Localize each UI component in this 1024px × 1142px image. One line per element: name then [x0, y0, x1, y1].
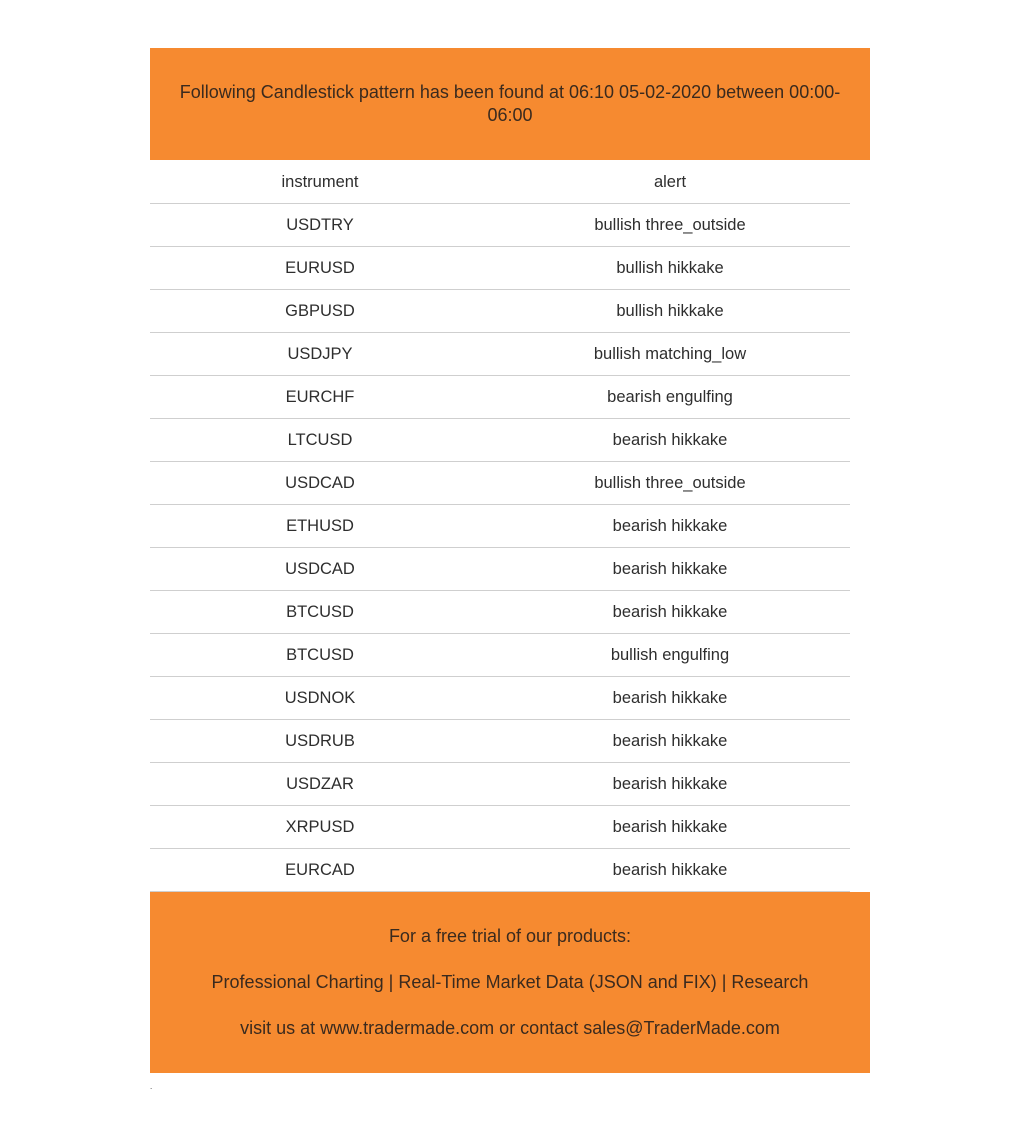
footer-trial-text: For a free trial of our products: [388, 926, 632, 946]
instrument-cell: EURUSD [150, 247, 490, 290]
table-row [150, 419, 850, 462]
instrument-cell: LTCUSD [150, 419, 490, 462]
alert-cell: bearish hikkake [490, 806, 850, 849]
alert-cell: bullish engulfing [490, 634, 850, 677]
alert-cell: bearish engulfing [490, 376, 850, 419]
instrument-cell: BTCUSD [150, 634, 490, 677]
trailing-mark: . [150, 1082, 153, 1091]
instrument-cell: USDCAD [150, 462, 490, 505]
table-row [150, 591, 850, 634]
alert-cell: bearish hikkake [490, 591, 850, 634]
instrument-cell: EURCAD [150, 849, 490, 892]
column-header-alert: alert [490, 161, 850, 204]
instrument-cell: GBPUSD [150, 290, 490, 333]
table-row [150, 462, 850, 505]
column-header-instrument: instrument [150, 161, 490, 204]
alert-cell: bearish hikkake [490, 548, 850, 591]
alert-header-banner: Following Candlestick pattern has been found at 06:10 05-02-2020 between 00:00-06:00 [150, 48, 870, 160]
alert-cell: bullish three_outside [490, 462, 850, 505]
alert-cell: bearish hikkake [490, 505, 850, 548]
instrument-cell: USDRUB [150, 720, 490, 763]
table-row [150, 290, 850, 333]
instrument-cell: BTCUSD [150, 591, 490, 634]
instrument-cell: USDNOK [150, 677, 490, 720]
instrument-cell: XRPUSD [150, 806, 490, 849]
alert-cell: bullish hikkake [490, 290, 850, 333]
instrument-cell: USDTRY [150, 204, 490, 247]
instrument-cell: EURCHF [150, 376, 490, 419]
footer-banner [150, 892, 870, 1073]
alert-cell: bearish hikkake [490, 849, 850, 892]
table-row [150, 548, 850, 591]
alert-cell: bearish hikkake [490, 763, 850, 806]
instrument-cell: ETHUSD [150, 505, 490, 548]
footer-contact-text: visit us at www.tradermade.com or contact sales@TraderMade.com [240, 1018, 780, 1038]
alert-cell: bearish hikkake [490, 677, 850, 720]
alert-cell: bullish three_outside [490, 204, 850, 247]
table-row [150, 806, 850, 849]
instrument-cell: USDCAD [150, 548, 490, 591]
table-row [150, 505, 850, 548]
table-row [150, 763, 850, 806]
footer-products-text: Professional Charting | Real-Time Market Data (JSON and FIX) | Research [211, 972, 809, 992]
alert-cell: bearish hikkake [490, 419, 850, 462]
table-row [150, 849, 850, 892]
table-row [150, 376, 850, 419]
alert-cell: bullish matching_low [490, 333, 850, 376]
instrument-cell: USDJPY [150, 333, 490, 376]
table-header-row [150, 161, 850, 204]
table-row [150, 677, 850, 720]
alert-cell: bullish hikkake [490, 247, 850, 290]
instrument-cell: USDZAR [150, 763, 490, 806]
table-row [150, 634, 850, 677]
table-row [150, 333, 850, 376]
alerts-table [150, 161, 850, 892]
alert-cell: bearish hikkake [490, 720, 850, 763]
table-row [150, 247, 850, 290]
table-row [150, 204, 850, 247]
table-row [150, 720, 850, 763]
